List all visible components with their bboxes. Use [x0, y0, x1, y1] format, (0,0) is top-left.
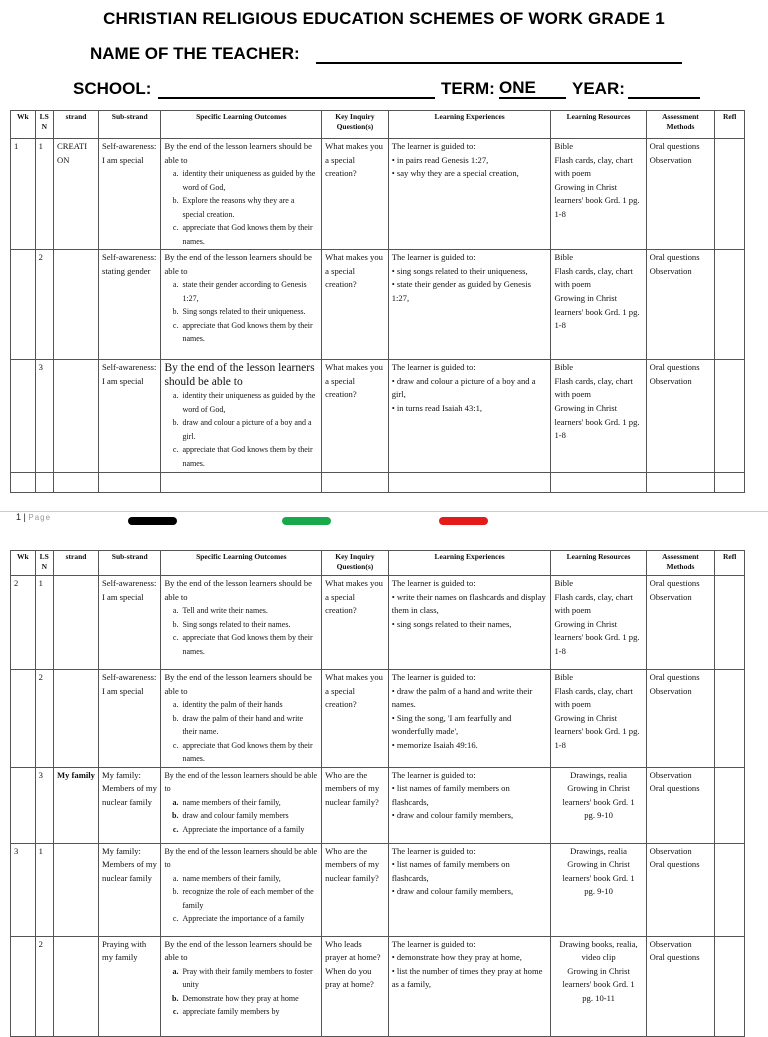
- outcome-item: c. Appreciate the importance of a family: [180, 823, 318, 837]
- cell-strand: [53, 360, 98, 473]
- outcomes-intro: By the end of the lesson learners should be able to: [164, 938, 312, 963]
- cell-assessment: [646, 936, 715, 1036]
- cell-assessment: [646, 576, 715, 670]
- experience-item: • draw and colour family members,: [392, 885, 548, 899]
- table-row: [11, 936, 745, 1036]
- experience-item: • list the number of times they pray at home as a family,: [392, 965, 548, 992]
- resource-line: Growing in Christ learners' book Grd. 1: [562, 783, 635, 807]
- assessment-line: Oral questions: [649, 952, 700, 963]
- scheme-table-page-1: [10, 110, 745, 493]
- outcome-item: c. appreciate that God knows them by their names.: [180, 319, 318, 346]
- col-header-resources: Learning Resources: [551, 111, 646, 139]
- cell-lsn: 2: [35, 670, 53, 768]
- outcomes-intro: By the end of the lesson learners should be able to: [164, 846, 318, 870]
- page-number: 1: [16, 512, 22, 522]
- experience-item: • draw and colour family members,: [392, 809, 548, 823]
- outcomes-intro: By the end of the lesson learners should be able to: [164, 770, 318, 794]
- cell-outcomes: [161, 670, 322, 768]
- cell-reflection: [715, 250, 745, 360]
- cell-inquiry: What makes you a special creation?: [322, 139, 389, 250]
- cell-resources: [551, 360, 646, 473]
- table-row: [11, 250, 745, 360]
- cell-substrand: My family: Members of my nuclear family: [99, 767, 161, 843]
- cell-resources: [551, 576, 646, 670]
- resource-line: Bible: [554, 362, 574, 373]
- outcome-item: a. Pray with their family members to foster unity: [180, 965, 318, 992]
- empty-cell: [551, 473, 646, 493]
- cell-experiences: [388, 670, 551, 768]
- outcome-item: a. identity their uniqueness as guided by the word of God,: [180, 389, 318, 416]
- col-header-resources: Learning Resources: [551, 551, 646, 576]
- cell-assessment: [646, 767, 715, 843]
- cell-reflection: [715, 576, 745, 670]
- experience-item: • write their names on flashcards and display them in class,: [392, 591, 548, 618]
- table-header-row: [11, 551, 745, 576]
- cell-wk: [11, 767, 36, 843]
- outcome-item: a. name members of their family,: [180, 872, 318, 886]
- experience-item: • draw and colour a picture of a boy and a girl,: [392, 375, 548, 402]
- experiences-intro: The learner is guided to:: [391, 362, 476, 373]
- cell-inquiry: What makes you a special creation?: [322, 670, 389, 768]
- table-row: [11, 670, 745, 768]
- col-header-experiences: Learning Experiences: [388, 111, 551, 139]
- outcome-item: b. recognize the role of each member of the family: [180, 885, 318, 912]
- resource-line: Drawings, realia: [570, 845, 627, 856]
- col-header-wk: Wk: [11, 111, 36, 139]
- outcome-item: b. draw and colour family members: [180, 809, 318, 823]
- black-color-bar: [128, 517, 177, 525]
- cell-assessment: [646, 139, 715, 250]
- experiences-intro: The learner is guided to:: [391, 672, 476, 682]
- assessment-line: Observation: [649, 265, 692, 276]
- term-value: ONE: [499, 79, 566, 99]
- col-header-reflection: Refl: [715, 111, 745, 139]
- term-label: TERM:: [441, 79, 495, 98]
- outcome-item: b. draw the palm of their hand and write their name.: [180, 712, 318, 739]
- cell-substrand: Self-awareness: I am special: [99, 360, 161, 473]
- outcome-item: c. appreciate that God knows them by their names.: [180, 631, 318, 658]
- table-row: [11, 843, 745, 936]
- cell-resources: [551, 843, 646, 936]
- cell-strand: [53, 843, 98, 936]
- outcome-item: b. Sing songs related to their uniqueness.: [180, 305, 318, 319]
- cell-substrand: Self-awareness: I am special: [99, 139, 161, 250]
- cell-wk: 3: [11, 843, 36, 936]
- empty-cell: [53, 473, 98, 493]
- cell-resources: [551, 250, 646, 360]
- table-row: [11, 767, 745, 843]
- assessment-line: Oral questions: [649, 362, 700, 373]
- cell-strand: My family: [53, 767, 98, 843]
- col-header-substrand: Sub-strand: [99, 551, 161, 576]
- resource-line: pg. 9-10: [584, 886, 613, 897]
- resource-line: Flash cards, clay, chart with poem: [554, 265, 633, 290]
- col-header-lsn: LS N: [35, 111, 53, 139]
- cell-inquiry: What makes you a special creation?: [322, 576, 389, 670]
- outcome-item: c. Appreciate the importance of a family: [180, 912, 318, 926]
- cell-reflection: [715, 936, 745, 1036]
- empty-cell: [388, 473, 551, 493]
- outcomes-intro: By the end of the lesson learners should be able to: [164, 672, 312, 696]
- red-color-bar: [439, 517, 488, 525]
- assessment-line: Oral questions: [649, 578, 700, 588]
- resource-line: Flash cards, clay, chart with poem: [554, 154, 633, 179]
- outcome-item: c. appreciate that God knows them by their names.: [180, 443, 318, 470]
- year-label: YEAR:: [572, 79, 625, 98]
- scheme-table-page-2: [10, 550, 745, 1037]
- outcomes-intro: By the end of the lesson learners should be able to: [164, 141, 312, 165]
- col-header-outcomes: Specific Learning Outcomes: [161, 551, 322, 576]
- col-header-assessment: Assessment Methods: [646, 551, 715, 576]
- experience-item: • Sing the song, 'I am fearfully and wonderfully made',: [392, 712, 548, 739]
- cell-substrand: Praying with my family: [99, 936, 161, 1036]
- assessment-line: Observation: [649, 154, 692, 165]
- outcome-item: b. Explore the reasons why they are a special creation.: [180, 194, 318, 221]
- outcome-item: a. identity the palm of their hands: [180, 698, 318, 712]
- cell-experiences: [388, 843, 551, 936]
- col-header-substrand: Sub-strand: [99, 111, 161, 139]
- col-header-inquiry: Key Inquiry Question(s): [322, 111, 389, 139]
- cell-strand: [53, 670, 98, 768]
- cell-substrand: Self-awareness: stating gender: [99, 250, 161, 360]
- empty-cell: [715, 473, 745, 493]
- cell-reflection: [715, 139, 745, 250]
- cell-strand: CREATI ON: [53, 139, 98, 250]
- assessment-line: Observation: [649, 375, 692, 386]
- col-header-inquiry: Key Inquiry Question(s): [322, 551, 389, 576]
- assessment-line: Observation: [649, 845, 692, 856]
- cell-wk: [11, 250, 36, 360]
- empty-cell: [35, 473, 53, 493]
- cell-lsn: 3: [35, 767, 53, 843]
- assessment-line: Oral questions: [649, 783, 700, 794]
- table-row: [11, 576, 745, 670]
- cell-outcomes: [161, 767, 322, 843]
- cell-experiences: [388, 576, 551, 670]
- assessment-line: Observation: [649, 685, 692, 696]
- year-blank: [628, 97, 700, 99]
- cell-outcomes: [161, 250, 322, 360]
- table-header-row: [11, 111, 745, 139]
- experience-item: • demonstrate how they pray at home,: [392, 951, 548, 965]
- col-header-reflection: Refl: [715, 551, 745, 576]
- experience-item: • list names of family members on flashcards,: [392, 858, 548, 885]
- cell-experiences: [388, 767, 551, 843]
- cell-assessment: [646, 843, 715, 936]
- col-header-assessment: Assessment Methods: [646, 111, 715, 139]
- cell-wk: [11, 360, 36, 473]
- document-title: CHRISTIAN RELIGIOUS EDUCATION SCHEMES OF WORK GRADE 1: [103, 9, 665, 28]
- cell-wk: 2: [11, 576, 36, 670]
- empty-cell: [99, 473, 161, 493]
- resource-line: pg. 9-10: [584, 810, 613, 821]
- experiences-intro: The learner is guided to:: [391, 845, 476, 856]
- resource-line: Growing in Christ learners' book Grd. 1: [562, 859, 635, 883]
- resource-line: Growing in Christ learners' book Grd. 1 pg. 1-8: [554, 402, 640, 441]
- col-header-experiences: Learning Experiences: [388, 551, 551, 576]
- cell-experiences: [388, 250, 551, 360]
- cell-lsn: 2: [35, 250, 53, 360]
- table-row: [11, 360, 745, 473]
- resource-line: Flash cards, clay, chart with poem: [554, 685, 633, 710]
- teacher-name-label: NAME OF THE TEACHER:: [90, 44, 300, 63]
- green-color-bar: [282, 517, 331, 525]
- cell-lsn: 1: [35, 139, 53, 250]
- table-row: [11, 139, 745, 250]
- empty-cell: [161, 473, 322, 493]
- cell-outcomes: [161, 139, 322, 250]
- cell-wk: 1: [11, 139, 36, 250]
- cell-substrand: Self-awareness: I am special: [99, 576, 161, 670]
- outcome-item: b. draw and colour a picture of a boy and a girl.: [180, 416, 318, 443]
- cell-strand: [53, 936, 98, 1036]
- col-header-wk: Wk: [11, 551, 36, 576]
- outcome-item: a. identity their uniqueness as guided by the word of God,: [180, 167, 318, 194]
- experience-item: • state their gender as guided by Genesis 1:27,: [392, 278, 548, 305]
- empty-cell: [322, 473, 389, 493]
- cell-inquiry: Who are the members of my nuclear family?: [322, 767, 389, 843]
- experience-item: • draw the palm of a hand and write their names.: [392, 685, 548, 712]
- col-header-outcomes: Specific Learning Outcomes: [161, 111, 322, 139]
- experiences-intro: The learner is guided to:: [391, 252, 476, 263]
- experience-item: • memorize Isaiah 49:16.: [392, 739, 548, 753]
- page-separator: [0, 511, 768, 512]
- resource-line: Growing in Christ learners' book Grd. 1 pg. 1-8: [554, 618, 640, 656]
- resource-line: Growing in Christ learners' book Grd. 1: [562, 965, 635, 990]
- cell-lsn: 3: [35, 360, 53, 473]
- cell-resources: [551, 670, 646, 768]
- assessment-line: Oral questions: [649, 252, 700, 263]
- teacher-name-blank: [316, 62, 682, 64]
- cell-lsn: 2: [35, 936, 53, 1036]
- resource-line: Drawings, realia: [570, 769, 627, 780]
- outcomes-intro: By the end of the lesson learners should be able to: [164, 362, 315, 389]
- outcome-item: a. state their gender according to Genesis 1:27,: [180, 278, 318, 305]
- cell-inquiry: Who leads prayer at home? When do you pray at home?: [322, 936, 389, 1036]
- experience-item: • sing songs related to their uniqueness,: [392, 265, 548, 279]
- experiences-intro: The learner is guided to:: [391, 938, 476, 949]
- empty-cell: [646, 473, 715, 493]
- cell-wk: [11, 670, 36, 768]
- table-row-empty: [11, 473, 745, 493]
- experience-item: • in turns read Isaiah 43:1,: [392, 402, 548, 416]
- cell-outcomes: [161, 843, 322, 936]
- outcome-item: c. appreciate family members by: [180, 1005, 318, 1019]
- cell-outcomes: [161, 936, 322, 1036]
- cell-strand: [53, 576, 98, 670]
- cell-reflection: [715, 670, 745, 768]
- outcome-item: c. appreciate that God knows them by their names.: [180, 739, 318, 766]
- cell-reflection: [715, 767, 745, 843]
- experience-item: • say why they are a special creation,: [392, 167, 548, 181]
- experience-item: • in pairs read Genesis 1:27,: [392, 154, 548, 168]
- outcome-item: b. Sing songs related to their names.: [180, 618, 318, 632]
- cell-experiences: [388, 360, 551, 473]
- outcomes-intro: By the end of the lesson learners should be able to: [164, 578, 312, 602]
- assessment-line: Observation: [649, 591, 692, 602]
- cell-substrand: Self-awareness: I am special: [99, 670, 161, 768]
- col-header-strand: strand: [53, 111, 98, 139]
- empty-cell: [11, 473, 36, 493]
- outcomes-intro: By the end of the lesson learners should be able to: [164, 252, 312, 276]
- col-header-lsn: LS N: [35, 551, 53, 576]
- experiences-intro: The learner is guided to:: [391, 578, 476, 588]
- outcome-item: b. Demonstrate how they pray at home: [180, 992, 318, 1006]
- resource-line: Growing in Christ learners' book Grd. 1 pg. 1-8: [554, 181, 640, 219]
- page-footer: 1 | Page: [16, 512, 52, 522]
- experiences-intro: The learner is guided to:: [391, 769, 476, 780]
- resource-line: Growing in Christ learners' book Grd. 1 pg. 1-8: [554, 292, 640, 331]
- experience-item: • list names of family members on flashcards,: [392, 782, 548, 809]
- school-blank: [158, 97, 435, 99]
- resource-line: Drawing books, realia, video clip: [559, 938, 638, 963]
- cell-outcomes: [161, 576, 322, 670]
- cell-reflection: [715, 843, 745, 936]
- cell-outcomes: [161, 360, 322, 473]
- cell-resources: [551, 936, 646, 1036]
- assessment-line: Observation: [649, 769, 692, 780]
- resource-line: pg. 10-11: [582, 993, 615, 1004]
- cell-inquiry: What makes you a special creation?: [322, 250, 389, 360]
- cell-wk: [11, 936, 36, 1036]
- cell-reflection: [715, 360, 745, 473]
- cell-lsn: 1: [35, 843, 53, 936]
- cell-experiences: [388, 139, 551, 250]
- school-label: SCHOOL:: [73, 79, 152, 98]
- resource-line: Bible: [554, 578, 574, 588]
- cell-assessment: [646, 360, 715, 473]
- resource-line: Bible: [554, 141, 574, 151]
- resource-line: Bible: [554, 252, 574, 263]
- cell-resources: [551, 139, 646, 250]
- experiences-intro: The learner is guided to:: [391, 141, 476, 151]
- cell-assessment: [646, 670, 715, 768]
- assessment-line: Observation: [649, 938, 692, 949]
- outcome-item: c. appreciate that God knows them by their names.: [180, 221, 318, 248]
- outcome-item: a. name members of their family,: [180, 796, 318, 810]
- cell-substrand: My family: Members of my nuclear family: [99, 843, 161, 936]
- resource-line: Bible: [554, 672, 574, 682]
- col-header-strand: strand: [53, 551, 98, 576]
- resource-line: Flash cards, clay, chart with poem: [554, 591, 633, 616]
- assessment-line: Oral questions: [649, 672, 700, 682]
- cell-strand: [53, 250, 98, 360]
- assessment-line: Oral questions: [649, 859, 700, 870]
- cell-inquiry: What makes you a special creation?: [322, 360, 389, 473]
- outcome-item: a. Tell and write their names.: [180, 604, 318, 618]
- page-word: Page: [28, 513, 52, 522]
- assessment-line: Oral questions: [649, 141, 700, 151]
- cell-lsn: 1: [35, 576, 53, 670]
- cell-inquiry: Who are the members of my nuclear family?: [322, 843, 389, 936]
- experience-item: • sing songs related to their names,: [392, 618, 548, 632]
- cell-resources: [551, 767, 646, 843]
- cell-experiences: [388, 936, 551, 1036]
- resource-line: Flash cards, clay, chart with poem: [554, 375, 633, 400]
- resource-line: Growing in Christ learners' book Grd. 1 pg. 1-8: [554, 712, 640, 750]
- cell-assessment: [646, 250, 715, 360]
